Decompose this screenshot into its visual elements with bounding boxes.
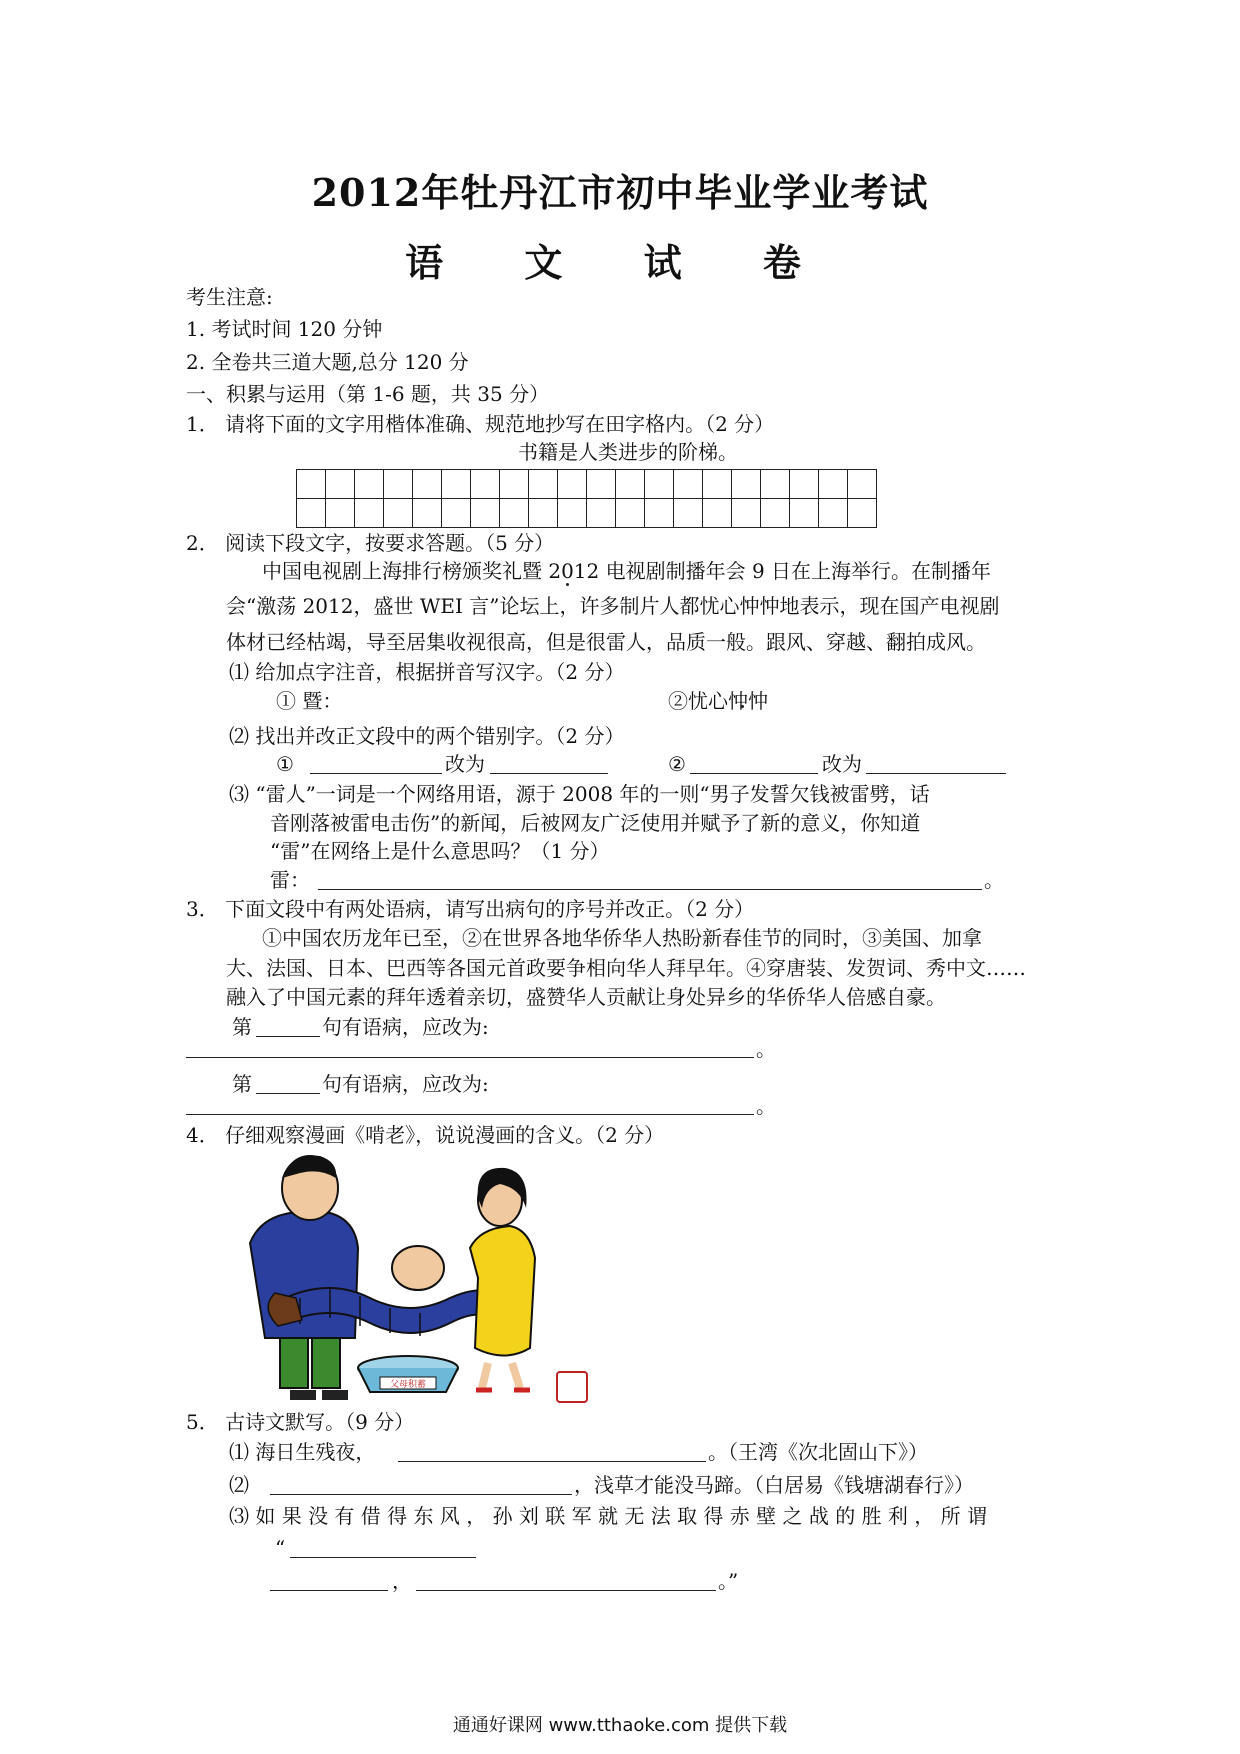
question-4-prompt: 4． 仔细观察漫画《啃老》，说说漫画的含义。（2 分） xyxy=(186,1123,665,1147)
answer-blank[interactable] xyxy=(416,1590,716,1591)
grid-cell[interactable] xyxy=(471,499,500,528)
grid-cell[interactable] xyxy=(790,499,819,528)
cartoon-illustration xyxy=(230,1148,610,1404)
grid-cell[interactable] xyxy=(587,499,616,528)
grid-cell[interactable] xyxy=(384,499,413,528)
grid-cell[interactable] xyxy=(819,499,848,528)
emphasis-dot xyxy=(566,583,569,586)
question-2-sub-3-line-2: 音刚落被雷电击伤”的新闻，后被网友广泛使用并赋予了新的意义，你知道 xyxy=(270,811,921,835)
grid-cell[interactable] xyxy=(355,470,384,499)
question-2-passage-line-1: 中国电视剧上海排行榜颁奖礼暨 2012 电视剧制播年会 9 日在上海举行。在制播年 xyxy=(262,559,992,583)
grid-cell[interactable] xyxy=(616,470,645,499)
notice-item-2: 2. 全卷共三道大题,总分 120 分 xyxy=(186,350,469,374)
question-2-sub-2-d: 改为 xyxy=(822,752,862,776)
question-2-sub-3-line-1: ⑶ “雷人”一词是一个网络用语，源于 2008 年的一则“男子发誓欠钱被雷劈，话 xyxy=(229,782,930,806)
exam-title: 2012年牡丹江市初中毕业学业考试 xyxy=(311,170,929,215)
period: 。 xyxy=(984,868,1004,892)
exam-subtitle: 语 文 试 卷 xyxy=(405,240,835,285)
answer-blank[interactable] xyxy=(490,773,608,774)
answer-blank[interactable] xyxy=(290,1557,476,1558)
grid-cell[interactable] xyxy=(413,470,442,499)
question-3-passage-line-2: 大、法国、日本、巴西等各国元首政要争相向华人拜早年。④穿唐装、发贺词、秀中文…… xyxy=(226,956,1026,980)
question-3-prompt: 3． 下面文段中有两处语病，请写出病句的序号并改正。（2 分） xyxy=(186,897,755,921)
question-5-sub-2-a: ⑵ xyxy=(229,1473,249,1497)
question-5-prompt: 5． 古诗文默写。（9 分） xyxy=(186,1410,415,1434)
grid-cell[interactable] xyxy=(355,499,384,528)
question-3-passage-line-3: 融入了中国元素的拜年透着亲切，盛赞华人贡献让身处异乡的华侨华人倍感自豪。 xyxy=(226,985,946,1009)
grid-cell[interactable] xyxy=(587,470,616,499)
answer-blank[interactable] xyxy=(186,1114,754,1115)
question-2-passage-line-3: 体材已经枯竭，导至居集收视很高，但是很雷人，品质一般。跟风、穿越、翻拍成风。 xyxy=(226,630,986,654)
answer-blank[interactable] xyxy=(256,1036,320,1037)
grid-cell[interactable] xyxy=(529,499,558,528)
question-3-passage-line-1: ①中国农历龙年已至，②在世界各地华侨华人热盼新春佳节的同时，③美国、加拿 xyxy=(262,926,982,950)
question-5-sub-3-line-1: ⑶ 如 果 没 有 借 得 东 风 ， 孙 刘 联 军 就 无 法 取 得 赤 壁 之 战 的 胜 利 ， 所 谓 xyxy=(229,1504,988,1528)
grid-cell[interactable] xyxy=(790,470,819,499)
grid-cell[interactable] xyxy=(500,499,529,528)
answer-blank[interactable] xyxy=(318,889,982,890)
answer-blank[interactable] xyxy=(270,1590,388,1591)
grid-cell[interactable] xyxy=(732,499,761,528)
grid-cell[interactable] xyxy=(674,470,703,499)
question-1-text: 书籍是人类进步的阶梯。 xyxy=(518,440,738,464)
question-2-passage-line-2: 会“激荡 2012，盛世 WEI 言”论坛上，许多制片人都忧心忡忡地表示，现在国产电视剧 xyxy=(226,594,1000,618)
grid-cell[interactable] xyxy=(674,499,703,528)
grid-cell[interactable] xyxy=(384,470,413,499)
grid-cell[interactable] xyxy=(326,470,355,499)
question-2-sub-3-line-3: “雷”在网络上是什么意思吗？（1 分） xyxy=(270,839,610,863)
grid-cell[interactable] xyxy=(297,499,326,528)
question-1-prompt: 1． 请将下面的文字用楷体准确、规范地抄写在田字格内。（2 分） xyxy=(186,412,775,436)
period: 。 xyxy=(756,1094,776,1118)
question-2-prompt: 2． 阅读下段文字，按要求答题。（5 分） xyxy=(186,531,555,555)
grid-cell[interactable] xyxy=(326,499,355,528)
savings-basin xyxy=(358,1356,458,1392)
comma: ， xyxy=(392,1569,412,1593)
grid-cell[interactable] xyxy=(761,499,790,528)
basin-label: 父母积蓄 xyxy=(389,1380,427,1390)
man-figure xyxy=(250,1156,358,1400)
grid-cell[interactable] xyxy=(558,499,587,528)
question-2-sub-3-label: 雷： xyxy=(270,868,310,892)
answer-2-label-a: 第 xyxy=(232,1072,252,1096)
grid-cell[interactable] xyxy=(645,470,674,499)
grid-cell[interactable] xyxy=(442,499,471,528)
answer-blank[interactable] xyxy=(256,1093,320,1094)
question-2-sub-2-b: 改为 xyxy=(445,752,485,776)
artist-seal-stamp xyxy=(556,1371,588,1403)
section-heading: 一、积累与运用（第 1-6 题，共 35 分） xyxy=(186,382,550,406)
footer-credit: 通通好课网 www.tthaoke.com 提供下载 xyxy=(452,1715,788,1736)
question-2-sub-1-a: ① 暨： xyxy=(276,689,343,713)
grid-cell[interactable] xyxy=(529,470,558,499)
grid-cell[interactable] xyxy=(732,470,761,499)
grid-cell[interactable] xyxy=(442,470,471,499)
grid-cell[interactable] xyxy=(558,470,587,499)
grid-cell[interactable] xyxy=(819,470,848,499)
answer-blank[interactable] xyxy=(186,1057,754,1058)
period: 。 xyxy=(756,1037,776,1061)
answer-blank[interactable] xyxy=(866,773,1006,774)
close-quote: 。” xyxy=(718,1569,739,1593)
grid-cell[interactable] xyxy=(500,470,529,499)
answer-2-label-b: 句有语病，应改为: xyxy=(322,1072,489,1096)
woman-figure xyxy=(470,1168,535,1390)
question-5-sub-1-b: 。（王湾《次北固山下》） xyxy=(708,1440,928,1464)
grid-cell[interactable] xyxy=(703,499,732,528)
question-5-sub-1-a: ⑴ 海日生残夜， xyxy=(229,1440,376,1464)
open-quote: “ xyxy=(275,1536,286,1560)
grid-cell[interactable] xyxy=(297,470,326,499)
notice-item-1: 1. 考试时间 120 分钟 xyxy=(186,317,383,341)
tianzige-grid[interactable] xyxy=(296,469,877,528)
grid-cell[interactable] xyxy=(848,499,877,528)
question-2-sub-1-b: ②忧心忡忡 xyxy=(668,689,768,713)
answer-blank[interactable] xyxy=(310,773,442,774)
answer-blank[interactable] xyxy=(270,1494,572,1495)
grid-cell[interactable] xyxy=(761,470,790,499)
grid-cell[interactable] xyxy=(413,499,442,528)
answer-1-label-a: 第 xyxy=(232,1015,252,1039)
grid-cell[interactable] xyxy=(616,499,645,528)
grid-cell[interactable] xyxy=(645,499,674,528)
question-2-sub-2-a: ① xyxy=(276,752,294,776)
question-5-sub-2-b: ，浅草才能没马蹄。（白居易《钱塘湖春行》） xyxy=(574,1473,974,1497)
grid-cell[interactable] xyxy=(703,470,732,499)
answer-blank[interactable] xyxy=(398,1461,706,1462)
notice-heading: 考生注意: xyxy=(186,285,273,309)
answer-1-label-b: 句有语病，应改为: xyxy=(322,1015,489,1039)
grid-cell[interactable] xyxy=(471,470,500,499)
question-2-sub-2: ⑵ 找出并改正文段中的两个错别字。（2 分） xyxy=(229,724,625,748)
grid-cell[interactable] xyxy=(848,470,877,499)
question-2-sub-1: ⑴ 给加点字注音，根据拼音写汉字。（2 分） xyxy=(229,660,625,684)
answer-blank[interactable] xyxy=(690,773,818,774)
question-2-sub-2-c: ② xyxy=(668,752,686,776)
